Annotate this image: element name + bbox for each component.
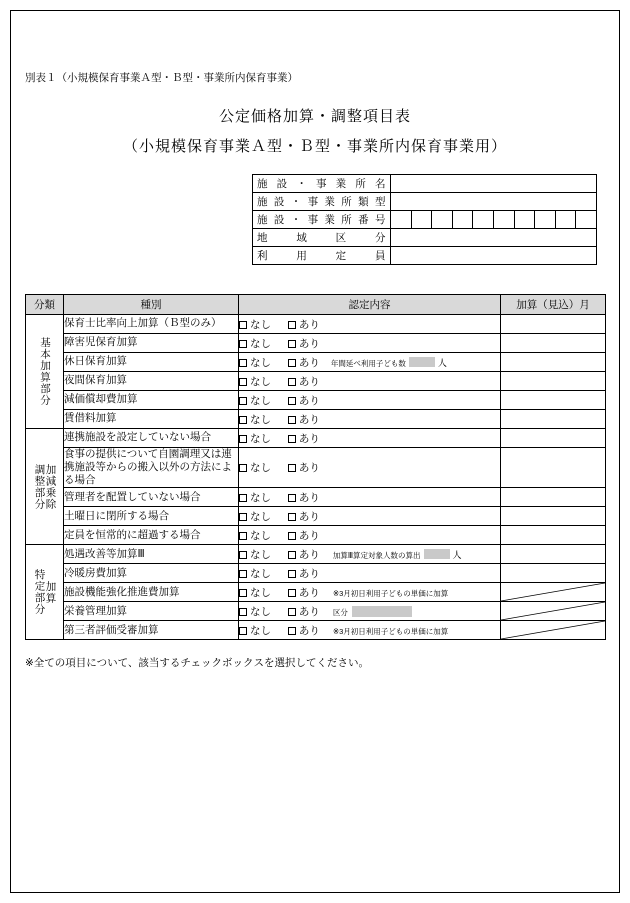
checkbox-icon[interactable]	[239, 627, 247, 635]
checkbox-yes[interactable]: あり	[288, 585, 320, 600]
input-box[interactable]	[409, 357, 435, 367]
checkbox-icon[interactable]	[288, 321, 296, 329]
unit-label: 人	[437, 357, 447, 368]
checkbox-icon[interactable]	[239, 532, 247, 540]
kind-label: 冷暖房費加算	[64, 564, 239, 583]
number-cell[interactable]	[391, 211, 412, 228]
table-row	[26, 583, 606, 602]
checkbox-none[interactable]: なし	[239, 604, 271, 619]
checkbox-icon[interactable]	[288, 589, 296, 597]
facility-value-capacity[interactable]	[391, 247, 597, 265]
checkbox-none[interactable]: なし	[239, 566, 271, 581]
checkbox-yes[interactable]: あり	[288, 431, 320, 446]
facility-value-name[interactable]	[391, 175, 597, 193]
checkbox-yes[interactable]: あり	[288, 490, 320, 505]
number-cell[interactable]	[473, 211, 494, 228]
table-row	[26, 334, 606, 353]
diagonal-strike-icon	[501, 621, 605, 639]
input-box[interactable]	[424, 549, 450, 559]
certification-cell[interactable]	[239, 429, 501, 448]
addition-month-cell[interactable]	[501, 507, 606, 526]
kind-label: 処遇改善等加算Ⅲ	[64, 545, 239, 564]
addition-month-cell[interactable]	[501, 372, 606, 391]
number-cell[interactable]	[556, 211, 577, 228]
table-row	[26, 315, 606, 334]
checkbox-icon[interactable]	[239, 513, 247, 521]
checkbox-icon[interactable]	[288, 416, 296, 424]
facility-info-table	[252, 174, 597, 265]
checkbox-icon[interactable]	[239, 321, 247, 329]
certification-cell[interactable]	[239, 564, 501, 583]
checkbox-none[interactable]: なし	[239, 509, 271, 524]
checkbox-yes[interactable]: あり	[288, 509, 320, 524]
facility-label-number: 施設・事業所番号	[253, 211, 391, 229]
certification-cell[interactable]	[239, 315, 501, 334]
page-title: 公定価格加算・調整項目表	[218, 108, 411, 125]
certification-cell[interactable]	[239, 526, 501, 545]
table-row	[26, 488, 606, 507]
checkbox-none[interactable]: なし	[239, 460, 271, 475]
checkbox-yes[interactable]: あり	[288, 566, 320, 581]
kind-label: 施設機能強化推進費加算	[64, 583, 239, 602]
checkbox-none[interactable]: なし	[239, 528, 271, 543]
checkbox-icon[interactable]	[288, 570, 296, 578]
number-cell[interactable]	[453, 211, 474, 228]
certification-cell[interactable]	[239, 334, 501, 353]
facility-row-type	[253, 193, 597, 211]
table-row	[26, 526, 606, 545]
kind-label: 休日保育加算	[64, 353, 239, 372]
checkbox-yes[interactable]: あり	[288, 547, 320, 562]
facility-label-type: 施設・事業所類型	[253, 193, 391, 211]
table-row	[26, 353, 606, 372]
checkbox-icon[interactable]	[288, 551, 296, 559]
table-row	[26, 564, 606, 583]
kind-label: 保育士比率向上加算（Ｂ型のみ）	[64, 315, 239, 334]
certification-cell[interactable]	[239, 488, 501, 507]
checkbox-icon[interactable]	[288, 464, 296, 472]
facility-row-area	[253, 229, 597, 247]
checkbox-none[interactable]: なし	[239, 412, 271, 427]
checkbox-yes[interactable]: あり	[288, 412, 320, 427]
table-row	[26, 602, 606, 621]
checkbox-none[interactable]: なし	[239, 336, 271, 351]
checkbox-icon[interactable]	[288, 608, 296, 616]
checkbox-none[interactable]: なし	[239, 547, 271, 562]
checkbox-yes[interactable]: あり	[288, 374, 320, 389]
table-row	[26, 410, 606, 429]
footnote: ※全ての項目について、該当するチェックボックスを選択してください。	[25, 657, 369, 669]
facility-value-number[interactable]	[391, 211, 597, 229]
addition-month-cell[interactable]	[501, 564, 606, 583]
certification-cell[interactable]	[239, 448, 501, 488]
row-note: ※3月初日利用子どもの単価に加算	[332, 626, 449, 636]
addition-month-cell-disabled	[501, 583, 606, 602]
certification-cell[interactable]	[239, 391, 501, 410]
kind-label: 食事の提供について自園調理又は連携施設等からの搬入以外の方法による場合	[64, 448, 239, 488]
kind-label: 栄養管理加算	[64, 602, 239, 621]
category-basic: 基本加算部分	[26, 315, 64, 429]
certification-cell[interactable]	[239, 372, 501, 391]
checkbox-none[interactable]: なし	[239, 623, 271, 638]
addition-month-cell[interactable]	[501, 545, 606, 564]
checkbox-icon[interactable]	[239, 589, 247, 597]
header-certification: 認定内容	[239, 295, 501, 315]
checkbox-icon[interactable]	[239, 570, 247, 578]
checkbox-icon[interactable]	[239, 494, 247, 502]
facility-label-name: 施設・事業所名	[253, 175, 391, 193]
checkbox-icon[interactable]	[288, 532, 296, 540]
kind-label: 障害児保育加算	[64, 334, 239, 353]
row-note: 加算Ⅲ算定対象人数の算出	[332, 550, 421, 560]
header-addition-month: 加算（見込）月	[501, 295, 606, 315]
diagonal-strike-icon	[501, 602, 605, 620]
addition-month-cell[interactable]	[501, 526, 606, 545]
facility-label-capacity: 利用定員	[253, 247, 391, 265]
checkbox-yes[interactable]: あり	[288, 336, 320, 351]
checkbox-icon[interactable]	[239, 340, 247, 348]
checkbox-icon[interactable]	[239, 359, 247, 367]
kind-label: 定員を恒常的に超過する場合	[64, 526, 239, 545]
checkbox-icon[interactable]	[288, 627, 296, 635]
checkbox-none[interactable]: なし	[239, 431, 271, 446]
table-row	[26, 448, 606, 488]
certification-cell[interactable]	[239, 602, 501, 621]
table-row	[26, 372, 606, 391]
page-subtitle: （小規模保育事業Ａ型・Ｂ型・事業所内保育事業用）	[122, 138, 507, 155]
table-row	[26, 621, 606, 640]
kind-label: 賃借料加算	[64, 410, 239, 429]
row-note: ※3月初日利用子どもの単価に加算	[332, 588, 449, 598]
header-category: 分類	[26, 295, 64, 315]
checkbox-none[interactable]: なし	[239, 490, 271, 505]
addition-month-cell[interactable]	[501, 334, 606, 353]
certification-cell[interactable]	[239, 621, 501, 640]
checkbox-yes[interactable]: あり	[288, 393, 320, 408]
checkbox-icon[interactable]	[239, 608, 247, 616]
addition-month-cell[interactable]	[501, 391, 606, 410]
checkbox-icon[interactable]	[288, 378, 296, 386]
table-row	[26, 391, 606, 410]
checkbox-none[interactable]: なし	[239, 355, 271, 370]
checkbox-icon[interactable]	[239, 435, 247, 443]
addition-month-cell[interactable]	[501, 353, 606, 372]
checkbox-icon[interactable]	[288, 513, 296, 521]
certification-cell[interactable]	[239, 410, 501, 429]
checkbox-yes[interactable]: あり	[288, 460, 320, 475]
number-cell[interactable]	[515, 211, 536, 228]
title-block	[0, 105, 630, 156]
checkbox-yes[interactable]: あり	[288, 528, 320, 543]
facility-row-name	[253, 175, 597, 193]
certification-cell[interactable]	[239, 583, 501, 602]
facility-value-type[interactable]	[391, 193, 597, 211]
checkbox-none[interactable]: なし	[239, 585, 271, 600]
checkbox-icon[interactable]	[239, 416, 247, 424]
kind-label: 第三者評価受審加算	[64, 621, 239, 640]
kind-label: 減価償却費加算	[64, 391, 239, 410]
certification-cell[interactable]	[239, 545, 501, 564]
addition-month-cell[interactable]	[501, 315, 606, 334]
checkbox-icon[interactable]	[288, 359, 296, 367]
certification-cell[interactable]	[239, 353, 501, 372]
facility-row-capacity	[253, 247, 597, 265]
checkbox-icon[interactable]	[288, 494, 296, 502]
addition-adjustment-table	[25, 294, 606, 640]
checkbox-yes[interactable]: あり	[288, 355, 320, 370]
category-specific: 特定部分 加算	[26, 545, 64, 640]
certification-cell[interactable]	[239, 507, 501, 526]
addition-month-cell[interactable]	[501, 410, 606, 429]
input-box[interactable]	[352, 606, 412, 617]
facility-value-area[interactable]	[391, 229, 597, 247]
ward-label: 区分	[332, 607, 348, 617]
checkbox-icon[interactable]	[288, 435, 296, 443]
kind-label: 管理者を配置していない場合	[64, 488, 239, 507]
checkbox-none[interactable]: なし	[239, 317, 271, 332]
checkbox-icon[interactable]	[239, 464, 247, 472]
number-cell[interactable]	[412, 211, 433, 228]
addition-month-cell[interactable]	[501, 488, 606, 507]
facility-row-number	[253, 211, 597, 229]
document-label: 別表１（小規模保育事業Ａ型・Ｂ型・事業所内保育事業）	[25, 72, 298, 84]
checkbox-icon[interactable]	[239, 551, 247, 559]
unit-label: 人	[452, 549, 462, 560]
number-cell[interactable]	[535, 211, 556, 228]
table-header-row	[26, 295, 606, 315]
checkbox-yes[interactable]: あり	[288, 623, 320, 638]
kind-label: 土曜日に閉所する場合	[64, 507, 239, 526]
checkbox-icon[interactable]	[288, 340, 296, 348]
kind-label: 夜間保育加算	[64, 372, 239, 391]
checkbox-yes[interactable]: あり	[288, 317, 320, 332]
number-cell[interactable]	[494, 211, 515, 228]
addition-month-cell-disabled	[501, 602, 606, 621]
category-adjustment: 調整部分 加減乗除	[26, 429, 64, 545]
number-cell[interactable]	[432, 211, 453, 228]
header-kind: 種別	[64, 295, 239, 315]
kind-label: 連携施設を設定していない場合	[64, 429, 239, 448]
row-note: 年間延べ利用子ども数	[330, 358, 406, 368]
diagonal-strike-icon	[501, 583, 605, 601]
addition-month-cell-disabled	[501, 621, 606, 640]
facility-label-area: 地域区分	[253, 229, 391, 247]
table-row	[26, 545, 606, 564]
checkbox-icon[interactable]	[239, 378, 247, 386]
checkbox-icon[interactable]	[239, 397, 247, 405]
table-row	[26, 429, 606, 448]
number-cell[interactable]	[576, 211, 596, 228]
checkbox-yes[interactable]: あり	[288, 604, 320, 619]
table-row	[26, 507, 606, 526]
checkbox-none[interactable]: なし	[239, 393, 271, 408]
checkbox-none[interactable]: なし	[239, 374, 271, 389]
addition-month-cell[interactable]	[501, 448, 606, 488]
checkbox-icon[interactable]	[288, 397, 296, 405]
addition-month-cell[interactable]	[501, 429, 606, 448]
